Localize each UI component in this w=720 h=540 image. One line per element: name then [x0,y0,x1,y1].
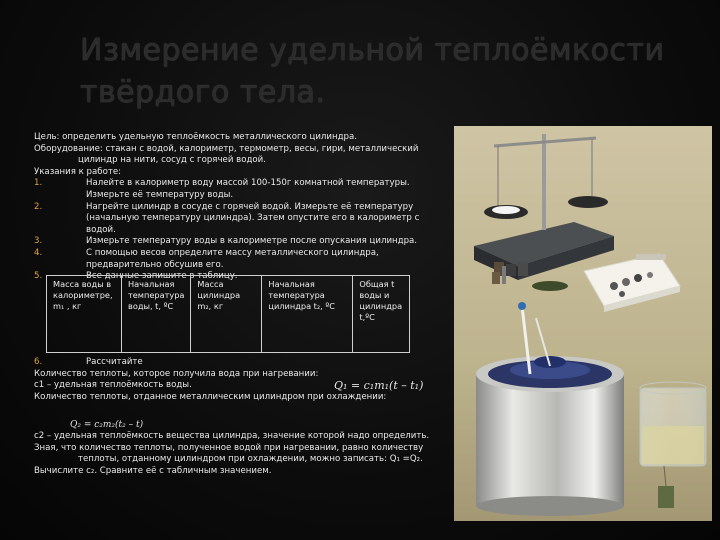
lab-equipment-photo [454,126,712,521]
calc-heading-line [34,357,454,369]
step-text: Все данные запишите в таблицу. [86,271,238,282]
steps-list [34,178,444,282]
conclusion-block [34,431,464,477]
step-item [34,178,444,201]
results-table [46,275,410,353]
instructions-block [34,132,444,283]
step-item [34,236,444,248]
table-header-cell: Начальная температура цилиндра t₂, ºС [262,276,353,353]
table-row [47,276,410,353]
instructions-header: Указания к работе: [34,166,122,177]
equipment-text: Оборудование: стакан с водой, калориметр, термометр, весы, гири, металлический цилиндр на нити, сосуд с горячей водой. [34,143,419,166]
step-item [34,202,444,237]
step-text: Налейте в калориметр воду массой 100-150г комнатной температуры. Измерьте её температуру воды. [86,178,410,200]
step-number: 2. [34,201,43,212]
conclusion-line-3: Вычислите с₂. Сравните её с табличным значением. [34,465,272,476]
slide-title: Измерение удельной теплоёмкости твёрдого тела. [80,33,665,110]
calc-heading: Рассчитайте [86,357,143,367]
goal-text: Цель: определить удельную теплоёмкость металлического цилиндра. [34,132,358,142]
table-header-cell: Начальная температура воды, t, ºС [122,276,191,353]
step-text: Измерьте температуру воды в калориметре после опускания цилиндра. [86,236,418,247]
step-text: С помощью весов определите массу металлического цилиндра, предварительно обсушив его. [86,247,379,270]
calc-line-3: Количество теплоты, отданное металлическим цилиндром при охлаждении: [34,391,387,402]
formula-q1: Q₁ = c₁m₁(t – t₁) [334,379,424,392]
table-header-cell: Общая t воды и цилиндра t,ºС [353,276,410,353]
lab-equipment-illustration [454,126,712,521]
step-text: Нагрейте цилиндр в сосуде с горячей водой. Измерьте её температуру (начальную температуру цилиндра). Затем опустите его в калориметр с водой. [86,201,420,235]
table-header-cell: Масса цилиндра m₂, кг [191,276,262,353]
formula-q2: Q₂ = c₂m₂(t₂ – t) [70,420,144,430]
step-number: 3. [34,236,43,247]
calorimeter [476,356,624,516]
metal-cylinder [532,281,568,291]
calc-line-1: Количество теплоты, которое получила вода при нагревании: [34,368,319,379]
conclusion-line-2: Зная, что количество теплоты, полученное водой при нагревании, равно количеству теплоты, отданному цилиндром при охлаждении, можно записать: Q₁ =Q₂. [34,442,424,465]
table-header-cell: Масса воды в калориметре, m₁ , кг [47,276,122,353]
glass-beaker [640,382,706,466]
step-item [34,248,444,271]
conclusion-line-1: с2 – удельная теплоёмкость вещества цилиндра, значение которой надо определить. [34,431,430,441]
step-number: 5. [34,271,43,282]
calc-number: 6. [34,357,43,367]
step-number: 4. [34,247,43,258]
calc-line-2: с1 – удельная теплоёмкость воды. [34,380,192,391]
step-number: 1. [34,178,43,189]
